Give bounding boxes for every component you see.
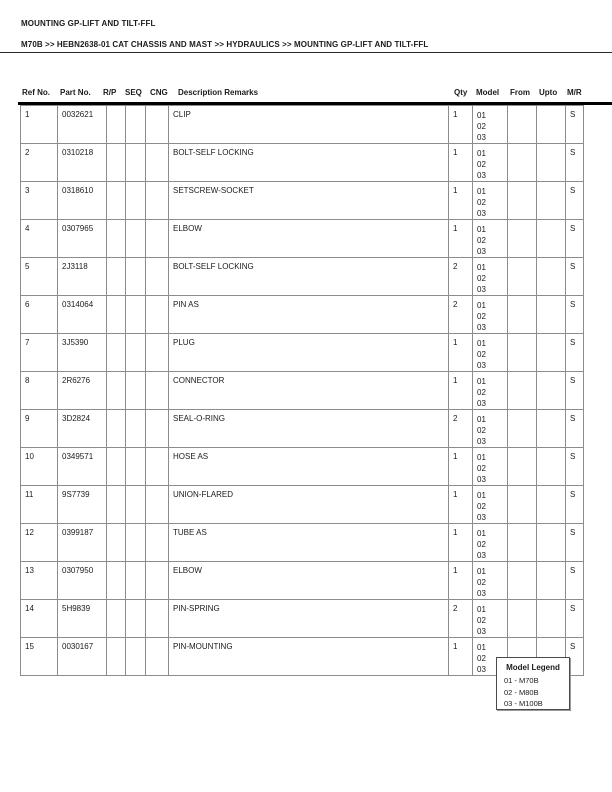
ref-no-cell: 6 xyxy=(21,296,58,334)
part-no-cell: 0318610 xyxy=(58,182,107,220)
model-code: 03 xyxy=(477,285,486,294)
model-code: 03 xyxy=(477,323,486,332)
model-code: 01 xyxy=(477,301,486,310)
mr-cell: S xyxy=(566,600,584,638)
mr-cell: S xyxy=(566,410,584,448)
mr-cell: S xyxy=(566,220,584,258)
model-code: 01 xyxy=(477,567,486,576)
cng-cell xyxy=(146,600,169,638)
col-header-qty: Qty xyxy=(454,88,468,97)
from-cell xyxy=(508,258,537,296)
cng-cell xyxy=(146,258,169,296)
model-cell xyxy=(473,106,508,144)
from-cell xyxy=(508,448,537,486)
description-cell: ELBOW xyxy=(169,220,449,258)
model-code: 01 xyxy=(477,491,486,500)
col-header-rp: R/P xyxy=(103,88,117,97)
model-code: 02 xyxy=(477,160,486,169)
model-cell xyxy=(473,182,508,220)
col-header-part-no: Part No. xyxy=(60,88,91,97)
model-code: 01 xyxy=(477,263,486,272)
model-cell xyxy=(473,562,508,600)
cng-cell xyxy=(146,182,169,220)
mr-cell: S xyxy=(566,524,584,562)
qty-cell: 2 xyxy=(449,600,473,638)
model-code: 02 xyxy=(477,654,486,663)
qty-cell: 1 xyxy=(449,562,473,600)
col-header-seq: SEQ xyxy=(125,88,142,97)
description-cell: SEAL-O-RING xyxy=(169,410,449,448)
parts-table xyxy=(20,105,584,676)
seq-cell xyxy=(126,220,146,258)
upto-cell xyxy=(537,106,566,144)
model-cell xyxy=(473,220,508,258)
upto-cell xyxy=(537,410,566,448)
part-no-cell: 0349571 xyxy=(58,448,107,486)
cng-cell xyxy=(146,448,169,486)
model-code: 01 xyxy=(477,225,486,234)
upto-cell xyxy=(537,486,566,524)
ref-no-cell: 9 xyxy=(21,410,58,448)
part-no-cell: 3J5390 xyxy=(58,334,107,372)
mr-cell: S xyxy=(566,144,584,182)
seq-cell xyxy=(126,524,146,562)
table-row xyxy=(21,410,584,448)
qty-cell: 1 xyxy=(449,334,473,372)
part-no-cell: 0032621 xyxy=(58,106,107,144)
from-cell xyxy=(508,486,537,524)
model-code: 02 xyxy=(477,502,486,511)
description-cell: HOSE AS xyxy=(169,448,449,486)
cng-cell xyxy=(146,410,169,448)
upto-cell xyxy=(537,182,566,220)
page-title: MOUNTING GP-LIFT AND TILT-FFL xyxy=(21,19,156,28)
mr-cell: S xyxy=(566,334,584,372)
rp-cell xyxy=(107,372,126,410)
description-cell: CLIP xyxy=(169,106,449,144)
cng-cell xyxy=(146,334,169,372)
model-cell xyxy=(473,144,508,182)
mr-cell: S xyxy=(566,448,584,486)
qty-cell: 1 xyxy=(449,448,473,486)
ref-no-cell: 12 xyxy=(21,524,58,562)
model-code: 01 xyxy=(477,339,486,348)
table-row xyxy=(21,296,584,334)
table-row xyxy=(21,144,584,182)
seq-cell xyxy=(126,296,146,334)
model-code: 01 xyxy=(477,605,486,614)
mr-cell: S xyxy=(566,486,584,524)
rp-cell xyxy=(107,258,126,296)
table-row xyxy=(21,372,584,410)
from-cell xyxy=(508,144,537,182)
ref-no-cell: 10 xyxy=(21,448,58,486)
from-cell xyxy=(508,372,537,410)
table-row xyxy=(21,600,584,638)
model-cell xyxy=(473,258,508,296)
qty-cell: 1 xyxy=(449,486,473,524)
from-cell xyxy=(508,600,537,638)
model-cell xyxy=(473,448,508,486)
part-no-cell: 9S7739 xyxy=(58,486,107,524)
seq-cell xyxy=(126,562,146,600)
seq-cell xyxy=(126,144,146,182)
model-code: 01 xyxy=(477,187,486,196)
seq-cell xyxy=(126,448,146,486)
from-cell xyxy=(508,562,537,600)
col-header-upto: Upto xyxy=(539,88,558,97)
part-no-cell: 3D2824 xyxy=(58,410,107,448)
cng-cell xyxy=(146,372,169,410)
ref-no-cell: 4 xyxy=(21,220,58,258)
qty-cell: 2 xyxy=(449,410,473,448)
model-code: 01 xyxy=(477,643,486,652)
model-legend-item: 03 - M100B xyxy=(504,699,543,708)
seq-cell xyxy=(126,258,146,296)
description-cell: SETSCREW-SOCKET xyxy=(169,182,449,220)
table-row xyxy=(21,562,584,600)
part-no-cell: 0307965 xyxy=(58,220,107,258)
model-legend-items xyxy=(497,675,569,710)
rp-cell xyxy=(107,144,126,182)
model-cell xyxy=(473,372,508,410)
seq-cell xyxy=(126,182,146,220)
part-no-cell: 0030167 xyxy=(58,638,107,676)
description-cell: PIN-SPRING xyxy=(169,600,449,638)
from-cell xyxy=(508,296,537,334)
mr-cell: S xyxy=(566,562,584,600)
from-cell xyxy=(508,334,537,372)
upto-cell xyxy=(537,144,566,182)
ref-no-cell: 14 xyxy=(21,600,58,638)
rp-cell xyxy=(107,448,126,486)
model-code: 03 xyxy=(477,171,486,180)
upto-cell xyxy=(537,258,566,296)
cng-cell xyxy=(146,106,169,144)
qty-cell: 1 xyxy=(449,638,473,676)
model-code: 03 xyxy=(477,551,486,560)
upto-cell xyxy=(537,448,566,486)
col-header-mr: M/R xyxy=(567,88,582,97)
description-cell: BOLT-SELF LOCKING xyxy=(169,258,449,296)
model-legend-title: Model Legend xyxy=(506,663,560,672)
model-code: 02 xyxy=(477,312,486,321)
ref-no-cell: 13 xyxy=(21,562,58,600)
rp-cell xyxy=(107,562,126,600)
mr-cell: S xyxy=(566,638,584,676)
mr-cell: S xyxy=(566,296,584,334)
rp-cell xyxy=(107,600,126,638)
ref-no-cell: 1 xyxy=(21,106,58,144)
model-code: 01 xyxy=(477,377,486,386)
description-cell: BOLT-SELF LOCKING xyxy=(169,144,449,182)
col-header-ref-no: Ref No. xyxy=(22,88,50,97)
part-no-cell: 0310218 xyxy=(58,144,107,182)
table-row xyxy=(21,106,584,144)
table-row xyxy=(21,334,584,372)
table-row xyxy=(21,182,584,220)
part-no-cell: 0307950 xyxy=(58,562,107,600)
from-cell xyxy=(508,106,537,144)
rp-cell xyxy=(107,182,126,220)
rp-cell xyxy=(107,334,126,372)
cng-cell xyxy=(146,486,169,524)
upto-cell xyxy=(537,372,566,410)
model-code: 03 xyxy=(477,399,486,408)
qty-cell: 1 xyxy=(449,524,473,562)
upto-cell xyxy=(537,562,566,600)
qty-cell: 1 xyxy=(449,372,473,410)
qty-cell: 1 xyxy=(449,220,473,258)
rp-cell xyxy=(107,638,126,676)
seq-cell xyxy=(126,106,146,144)
table-row xyxy=(21,220,584,258)
model-cell xyxy=(473,334,508,372)
col-header-model: Model xyxy=(476,88,500,97)
model-code: 01 xyxy=(477,149,486,158)
upto-cell xyxy=(537,524,566,562)
parts-table-container xyxy=(20,105,584,676)
model-code: 02 xyxy=(477,464,486,473)
part-no-cell: 2R6276 xyxy=(58,372,107,410)
model-cell xyxy=(473,486,508,524)
rp-cell xyxy=(107,220,126,258)
mr-cell: S xyxy=(566,106,584,144)
model-code: 01 xyxy=(477,529,486,538)
model-code: 02 xyxy=(477,578,486,587)
model-code: 01 xyxy=(477,111,486,120)
ref-no-cell: 15 xyxy=(21,638,58,676)
upto-cell xyxy=(537,296,566,334)
header-divider-line xyxy=(0,52,612,53)
part-no-cell: 0314064 xyxy=(58,296,107,334)
model-code: 02 xyxy=(477,388,486,397)
model-code: 03 xyxy=(477,589,486,598)
seq-cell xyxy=(126,410,146,448)
part-no-cell: 5H9839 xyxy=(58,600,107,638)
model-code: 03 xyxy=(477,513,486,522)
model-code: 02 xyxy=(477,122,486,131)
cng-cell xyxy=(146,296,169,334)
table-row xyxy=(21,258,584,296)
model-code: 02 xyxy=(477,236,486,245)
model-cell xyxy=(473,600,508,638)
table-column-headers xyxy=(20,88,612,100)
cng-cell xyxy=(146,562,169,600)
qty-cell: 1 xyxy=(449,144,473,182)
model-code: 01 xyxy=(477,453,486,462)
model-legend-box xyxy=(496,657,570,710)
description-cell: UNION-FLARED xyxy=(169,486,449,524)
model-code: 03 xyxy=(477,361,486,370)
table-row xyxy=(21,486,584,524)
seq-cell xyxy=(126,638,146,676)
model-code: 02 xyxy=(477,426,486,435)
model-code: 02 xyxy=(477,540,486,549)
model-cell xyxy=(473,410,508,448)
mr-cell: S xyxy=(566,372,584,410)
ref-no-cell: 11 xyxy=(21,486,58,524)
parts-table-body xyxy=(21,106,584,676)
description-cell: PIN-MOUNTING xyxy=(169,638,449,676)
qty-cell: 1 xyxy=(449,182,473,220)
model-legend-item: 02 - M80B xyxy=(504,687,539,697)
upto-cell xyxy=(537,220,566,258)
qty-cell: 1 xyxy=(449,106,473,144)
part-no-cell: 0399187 xyxy=(58,524,107,562)
ref-no-cell: 8 xyxy=(21,372,58,410)
seq-cell xyxy=(126,334,146,372)
part-no-cell: 2J3118 xyxy=(58,258,107,296)
model-cell xyxy=(473,296,508,334)
model-code: 02 xyxy=(477,616,486,625)
model-code: 03 xyxy=(477,437,486,446)
mr-cell: S xyxy=(566,182,584,220)
mr-cell: S xyxy=(566,258,584,296)
breadcrumb: M70B >> HEBN2638-01 CAT CHASSIS AND MAST >> HYDRAULICS >> MOUNTING GP-LIFT AND TILT-FFL xyxy=(21,40,429,49)
from-cell xyxy=(508,524,537,562)
cng-cell xyxy=(146,524,169,562)
model-cell xyxy=(473,524,508,562)
model-code: 03 xyxy=(477,665,486,674)
description-cell: PLUG xyxy=(169,334,449,372)
model-code: 03 xyxy=(477,247,486,256)
from-cell xyxy=(508,410,537,448)
rp-cell xyxy=(107,524,126,562)
model-code: 03 xyxy=(477,133,486,142)
ref-no-cell: 3 xyxy=(21,182,58,220)
qty-cell: 2 xyxy=(449,296,473,334)
description-cell: ELBOW xyxy=(169,562,449,600)
model-code: 03 xyxy=(477,475,486,484)
cng-cell xyxy=(146,220,169,258)
cng-cell xyxy=(146,638,169,676)
model-legend-item: 01 - M70B xyxy=(504,676,539,685)
description-cell: TUBE AS xyxy=(169,524,449,562)
cng-cell xyxy=(146,144,169,182)
ref-no-cell: 7 xyxy=(21,334,58,372)
from-cell xyxy=(508,182,537,220)
col-header-description: Description Remarks xyxy=(178,88,259,97)
ref-no-cell: 5 xyxy=(21,258,58,296)
table-row xyxy=(21,524,584,562)
description-cell: CONNECTOR xyxy=(169,372,449,410)
upto-cell xyxy=(537,334,566,372)
model-code: 02 xyxy=(477,350,486,359)
seq-cell xyxy=(126,372,146,410)
rp-cell xyxy=(107,106,126,144)
qty-cell: 2 xyxy=(449,258,473,296)
description-cell: PIN AS xyxy=(169,296,449,334)
seq-cell xyxy=(126,600,146,638)
seq-cell xyxy=(126,486,146,524)
model-code: 02 xyxy=(477,274,486,283)
upto-cell xyxy=(537,600,566,638)
model-code: 01 xyxy=(477,415,486,424)
col-header-from: From xyxy=(510,88,530,97)
model-code: 03 xyxy=(477,209,486,218)
rp-cell xyxy=(107,296,126,334)
model-code: 02 xyxy=(477,198,486,207)
table-row xyxy=(21,448,584,486)
from-cell xyxy=(508,220,537,258)
col-header-cng: CNG xyxy=(150,88,168,97)
rp-cell xyxy=(107,486,126,524)
ref-no-cell: 2 xyxy=(21,144,58,182)
model-code: 03 xyxy=(477,627,486,636)
rp-cell xyxy=(107,410,126,448)
